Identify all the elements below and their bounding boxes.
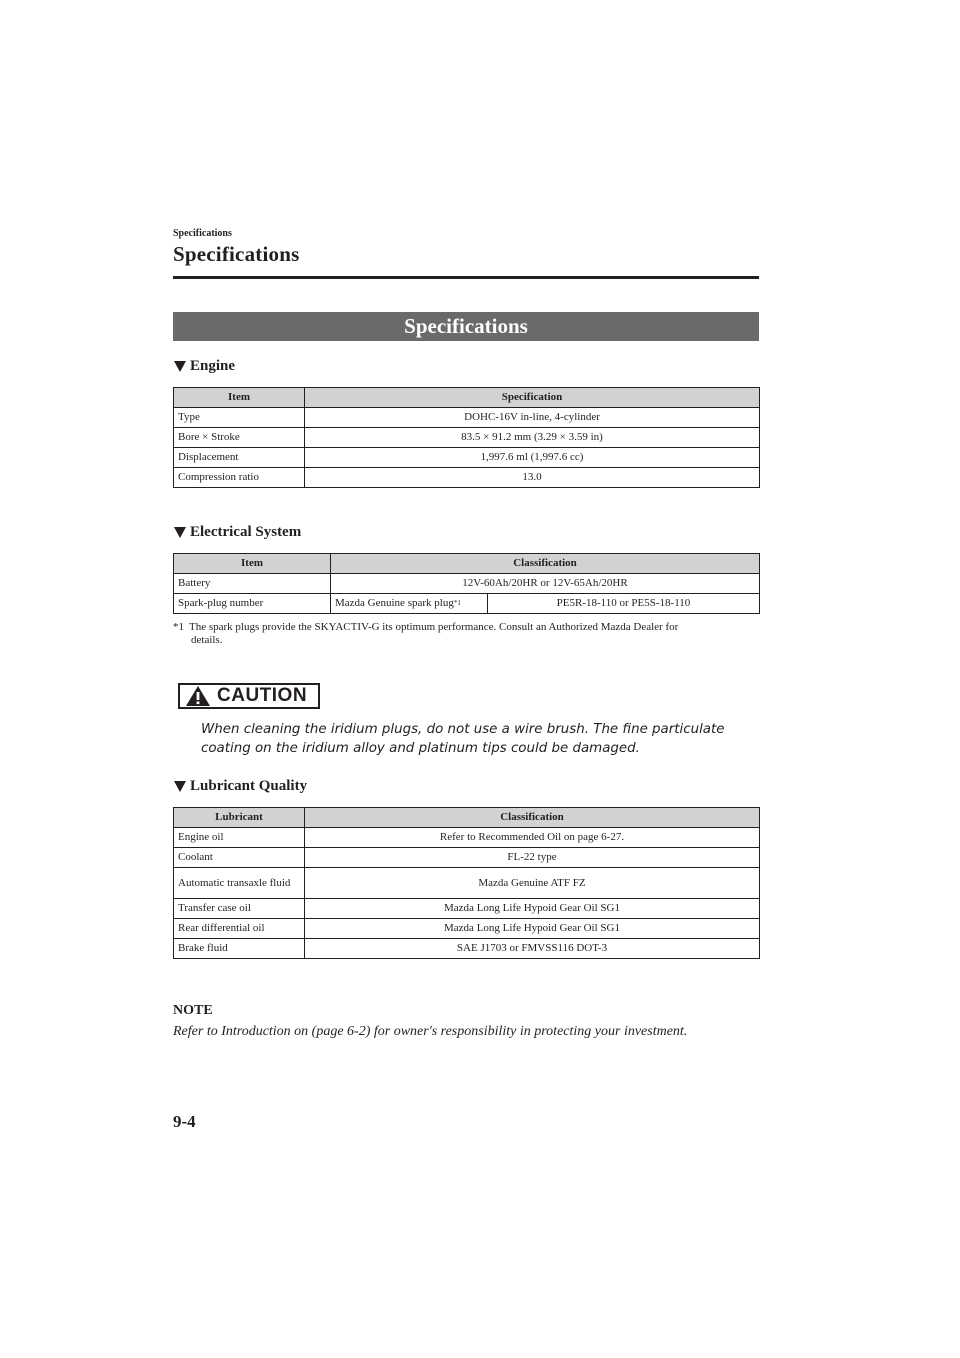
- section-label: Specifications: [173, 228, 232, 239]
- electrical-heading-text: Electrical System: [190, 524, 302, 540]
- table-cell: Refer to Recommended Oil on page 6-27.: [305, 828, 760, 848]
- column-header: Lubricant: [174, 808, 305, 828]
- table-cell: PE5R-18-110 or PE5S-18-110: [488, 594, 760, 614]
- table-cell: Transfer case oil: [174, 899, 305, 919]
- engine-heading: [174, 358, 235, 375]
- table-row: [174, 468, 760, 488]
- table-header-row: [174, 808, 760, 828]
- table-header-row: [174, 388, 760, 408]
- engine-table: [173, 387, 760, 488]
- table-cell: Battery: [174, 574, 331, 594]
- table-row: [174, 899, 760, 919]
- column-header: Item: [174, 554, 331, 574]
- triangle-down-icon: [174, 527, 186, 538]
- table-header-row: [174, 554, 760, 574]
- table-row: [174, 828, 760, 848]
- footnote-ref: *1: [453, 599, 461, 607]
- table-row: [174, 448, 760, 468]
- page-title: Specifications: [173, 242, 300, 266]
- table-cell: Bore × Stroke: [174, 428, 305, 448]
- lubricant-table: [173, 807, 760, 959]
- table-cell: Mazda Long Life Hypoid Gear Oil SG1: [305, 899, 760, 919]
- engine-heading-text: Engine: [190, 358, 236, 374]
- table-cell: Spark-plug number: [174, 594, 331, 614]
- footnote-text: The spark plugs provide the SKYACTIV-G its optimum performance. Consult an Authorized Mazda Dealer for: [189, 621, 679, 633]
- table-cell: 1,997.6 ml (1,997.6 cc): [305, 448, 760, 468]
- warning-triangle-icon: [185, 685, 211, 707]
- footnote-continuation: details.: [191, 634, 223, 646]
- note-text: Refer to Introduction on (page 6-2) for owner's responsibility in protecting your investment.: [173, 1024, 688, 1039]
- caution-badge: [178, 683, 320, 709]
- table-cell: Compression ratio: [174, 468, 305, 488]
- column-header: Item: [174, 388, 305, 408]
- table-row: [174, 848, 760, 868]
- footnote-mark: *1: [173, 621, 184, 633]
- electrical-heading: [174, 524, 301, 541]
- table-cell: Mazda Long Life Hypoid Gear Oil SG1: [305, 919, 760, 939]
- table-row: [174, 428, 760, 448]
- footnote: [173, 621, 759, 647]
- title-rule: [173, 276, 759, 279]
- caution-label: CAUTION: [217, 685, 308, 706]
- triangle-down-icon: [174, 781, 186, 792]
- column-header: Classification: [331, 554, 760, 574]
- table-row: [174, 408, 760, 428]
- table-cell: FL-22 type: [305, 848, 760, 868]
- page-number: 9-4: [173, 1112, 196, 1131]
- triangle-down-icon: [174, 361, 186, 372]
- table-row: [174, 594, 760, 614]
- table-cell: [331, 594, 488, 614]
- column-header: Classification: [305, 808, 760, 828]
- table-row: [174, 574, 760, 594]
- table-row: [174, 939, 760, 959]
- note-label: NOTE: [173, 1003, 213, 1018]
- table-cell: Automatic transaxle fluid: [174, 868, 305, 899]
- table-cell: Displacement: [174, 448, 305, 468]
- caution-text: When cleaning the iridium plugs, do not use a wire brush. The fine particulate coating on the iridium alloy and platinum tips could be damaged.: [201, 722, 725, 756]
- lubricant-heading: [174, 778, 307, 795]
- lubricant-heading-text: Lubricant Quality: [190, 778, 308, 794]
- table-row: [174, 919, 760, 939]
- table-cell: Engine oil: [174, 828, 305, 848]
- table-cell: 13.0: [305, 468, 760, 488]
- table-cell: Brake fluid: [174, 939, 305, 959]
- section-banner: Specifications: [173, 312, 759, 341]
- spark-plug-type: Mazda Genuine spark plug: [335, 597, 454, 609]
- electrical-table: [173, 553, 760, 614]
- table-cell: Type: [174, 408, 305, 428]
- table-cell: 83.5 × 91.2 mm (3.29 × 3.59 in): [305, 428, 760, 448]
- table-cell: Mazda Genuine ATF FZ: [305, 868, 760, 899]
- table-cell: Coolant: [174, 848, 305, 868]
- table-cell: 12V-60Ah/20HR or 12V-65Ah/20HR: [331, 574, 760, 594]
- table-cell: Rear differential oil: [174, 919, 305, 939]
- table-cell: SAE J1703 or FMVSS116 DOT-3: [305, 939, 760, 959]
- table-cell: DOHC-16V in-line, 4-cylinder: [305, 408, 760, 428]
- table-row: [174, 868, 760, 899]
- column-header: Specification: [305, 388, 760, 408]
